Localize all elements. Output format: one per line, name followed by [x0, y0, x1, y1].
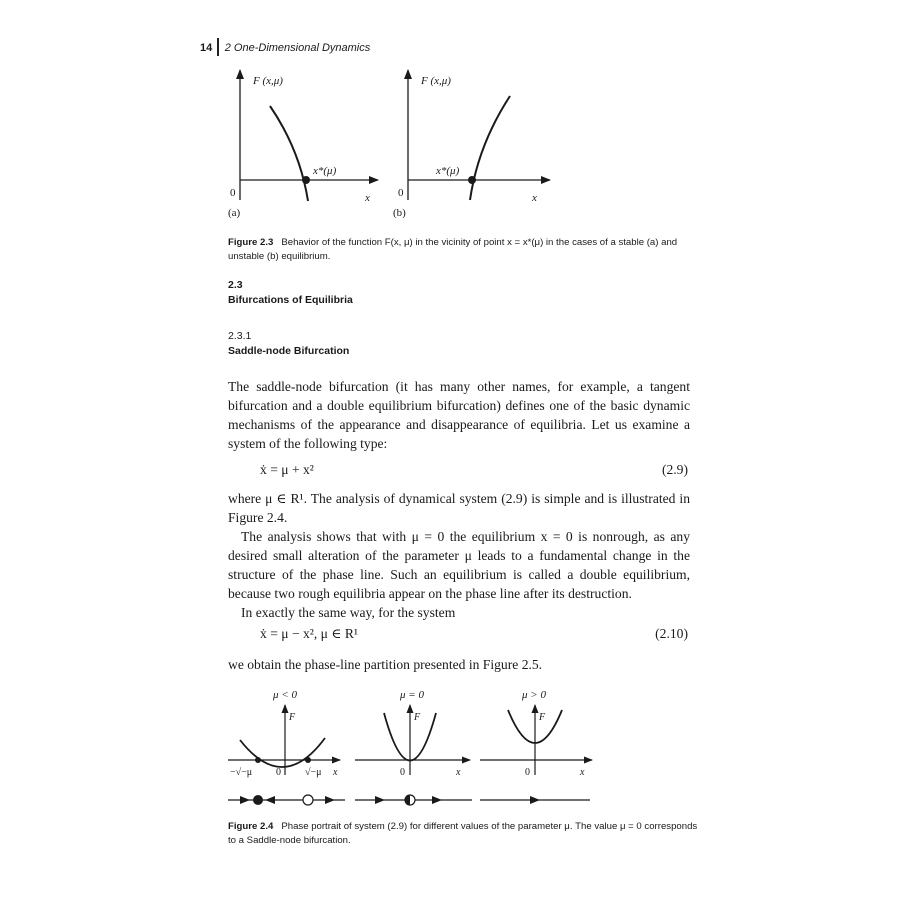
- paragraph-intro: The saddle-node bifurcation (it has many other names, for example, a tangent bifurcation and a double equilibrium bifurcation) defines one of the basic dynamic mechanisms of the appearance and disappearance of equilibria. Let us examine a system of the following type:: [228, 379, 690, 451]
- paragraph-analysis: The analysis shows that with μ = 0 the equilibrium x = 0 is nonrough, as any desired small alteration of the parameter μ leads to a fundamental change in the structure of the phase line. Such an equilibrium is called a double equilibrium, because two rough equilibria appear on the phase line after its destruction.: [228, 529, 690, 601]
- paragraph-same-way: In exactly the same way, for the system: [241, 605, 456, 620]
- ylabel: F: [289, 712, 296, 723]
- ylabel: F (x,μ): [253, 75, 283, 87]
- point-label: x*(μ): [436, 165, 460, 177]
- subsection-title: Saddle-node Bifurcation: [228, 345, 350, 357]
- origin-label: 0: [276, 767, 281, 778]
- figure-2-3-panel-a: [228, 70, 378, 219]
- condition-label: μ = 0: [400, 689, 424, 701]
- paragraph-phase-line: we obtain the phase-line partition presented in Figure 2.5.: [228, 657, 543, 672]
- parabola: [240, 738, 325, 767]
- section-title: Bifurcations of Equilibria: [228, 294, 353, 306]
- figure-2-3: [0, 0, 900, 230]
- subsection-number: 2.3.1: [228, 330, 252, 342]
- xlabel: x: [333, 767, 338, 778]
- root-right-label: √−μ: [305, 767, 322, 778]
- chapter-title: 2 One-Dimensional Dynamics: [224, 42, 371, 54]
- stable-node: [253, 795, 263, 805]
- caption-text: Phase portrait of system (2.9) for different values of the parameter μ. The value μ = 0 corresponds to a Saddle-node bifurcation.: [228, 821, 698, 846]
- ylabel: F (x,μ): [421, 75, 451, 87]
- origin-label: 0: [398, 187, 404, 199]
- figure-2-4-panel-mu-negative: [228, 689, 345, 805]
- xlabel: x: [532, 192, 537, 204]
- condition-label: μ > 0: [522, 689, 546, 701]
- figure-2-3-panel-b: [393, 70, 550, 219]
- figure-2-3-caption: [228, 236, 698, 264]
- flow-arrow-right: [240, 796, 250, 804]
- figure-2-4-panel-mu-positive: [480, 689, 592, 804]
- equation-2-9: ẋ = μ + x²: [260, 462, 314, 477]
- flow-arrow-right: [530, 796, 540, 804]
- equation-2-9-number: (2.9): [661, 462, 688, 477]
- flow-arrow-right: [432, 796, 442, 804]
- panel-tag: (b): [393, 207, 406, 219]
- root-right: [305, 757, 311, 763]
- root-left-label: −√−μ: [230, 767, 253, 778]
- increasing-curve: [470, 96, 510, 200]
- point-label: x*(μ): [313, 165, 337, 177]
- origin-label: 0: [525, 767, 530, 778]
- equilibrium-point: [468, 176, 476, 184]
- root-left: [255, 757, 261, 763]
- equilibrium-point: [302, 176, 310, 184]
- flow-arrow-left: [265, 796, 275, 804]
- equation-2-10-number: (2.10): [655, 626, 688, 641]
- ylabel: F: [414, 712, 421, 723]
- section-number: 2.3: [228, 279, 243, 291]
- flow-arrow-right: [375, 796, 385, 804]
- origin-label: 0: [230, 187, 236, 199]
- caption-text: Behavior of the function F(x, μ) in the vicinity of point x = x*(μ) in the cases of a stable (a) and unstable (b) equilibrium.: [228, 237, 678, 262]
- figure-2-4-panel-mu-zero: [355, 689, 472, 805]
- equation-2-10: ẋ = μ − x², μ ∈ R¹: [260, 626, 358, 641]
- caption-label: Figure 2.3: [228, 237, 274, 248]
- panel-tag: (a): [228, 207, 241, 219]
- xlabel: x: [456, 767, 461, 778]
- page-number: 14: [200, 42, 213, 54]
- origin-label: 0: [400, 767, 405, 778]
- paragraph-where: where μ ∈ R¹. The analysis of dynamical system (2.9) is simple and is illustrated in Figure 2.4.: [228, 491, 690, 525]
- xlabel: x: [580, 767, 585, 778]
- caption-label: Figure 2.4: [228, 821, 274, 832]
- figure-2-4: [0, 680, 900, 815]
- xlabel: x: [365, 192, 370, 204]
- figure-2-4-caption: [228, 820, 698, 848]
- decreasing-curve: [270, 106, 308, 201]
- unstable-node: [303, 795, 313, 805]
- condition-label: μ < 0: [273, 689, 297, 701]
- ylabel: F: [539, 712, 546, 723]
- flow-arrow-right: [325, 796, 335, 804]
